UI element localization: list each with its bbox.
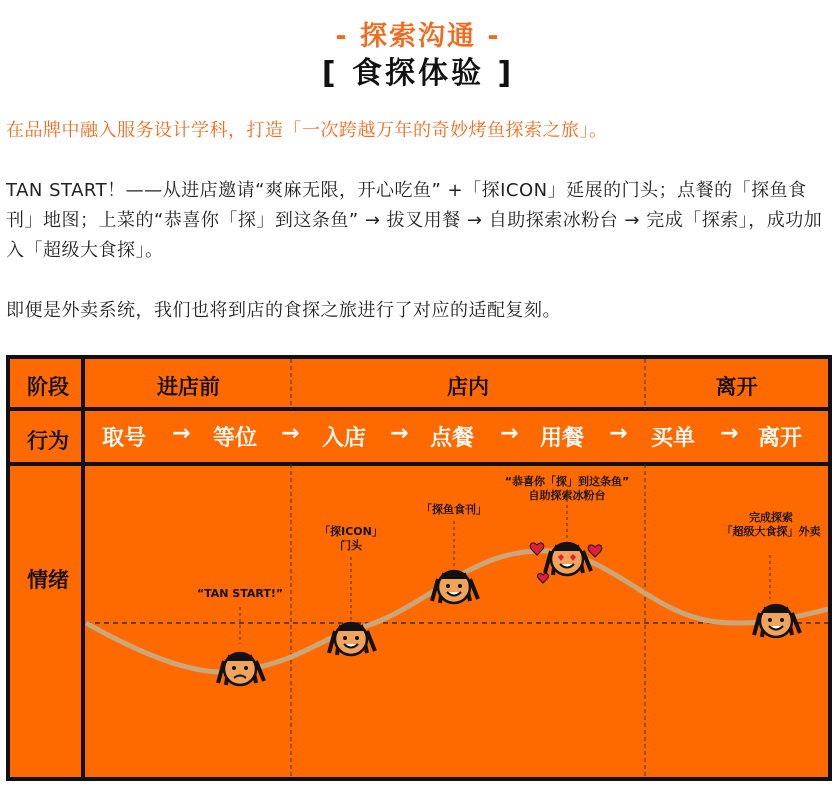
delivery-note: 即便是外卖系统，我们也将到店的食探之旅进行了对应的适配复刻。 [6, 300, 561, 321]
stage-in-store: 店内 [447, 375, 489, 399]
touchpoint-tan-start: “TAN START!” [196, 587, 284, 600]
arrow-icon: → [500, 421, 519, 446]
touchpoint-menu-magazine: 「探鱼食刊」 [421, 503, 487, 516]
sad-face-icon [218, 653, 264, 685]
journey-description: TAN START！——从进店邀请“爽麻无限，开心吃鱼” +「探ICON」延展的门头；点餐的「探鱼食刊」地图；上菜的“恭喜你「探」到这条鱼” → 拔叉用餐 → 自助探索冰粉台 → 完成「探索」，成功加入「超级大食探」。 [6, 180, 823, 261]
row-label-stage: 阶段 [27, 375, 69, 399]
arrow-icon: → [390, 421, 409, 446]
row-label-emotion: 情绪 [27, 568, 69, 592]
arrow-icon: → [609, 421, 628, 446]
smile-face-icon [432, 571, 478, 603]
intro-paragraph: 在品牌中融入服务设计学科，打造「一次跨越万年的奇妙烤鱼探索之旅」。 [6, 120, 608, 141]
action-leave: 离开 [758, 426, 803, 451]
action-take-number: 取号 [102, 426, 147, 451]
section-subtitle: - 探索沟通 - [335, 21, 501, 52]
stage-leave: 离开 [715, 375, 758, 399]
stage-before-entry: 进店前 [157, 375, 220, 399]
action-enter: 入店 [322, 426, 367, 451]
arrow-icon: → [281, 421, 300, 446]
journey-map [6, 355, 832, 781]
touchpoint-icon-storefront: 「探ICON」 门头 [319, 525, 383, 552]
smile-face-icon [754, 605, 800, 637]
row-label-behavior: 行为 [27, 429, 69, 453]
section-title: [ 食探体验 ] [321, 56, 515, 91]
action-pay: 买单 [651, 426, 696, 451]
action-dine: 用餐 [540, 426, 585, 451]
arrow-icon: → [172, 421, 191, 446]
action-wait: 等位 [213, 426, 258, 451]
touchpoint-super-explorer: 完成探索 「超级大食探」外卖 [721, 511, 821, 538]
arrow-icon: → [720, 421, 739, 446]
action-order: 点餐 [430, 426, 475, 451]
touchpoint-congrats-dessert: “恭喜你「探」到这条鱼” 自助探索冰粉台 [504, 475, 630, 502]
